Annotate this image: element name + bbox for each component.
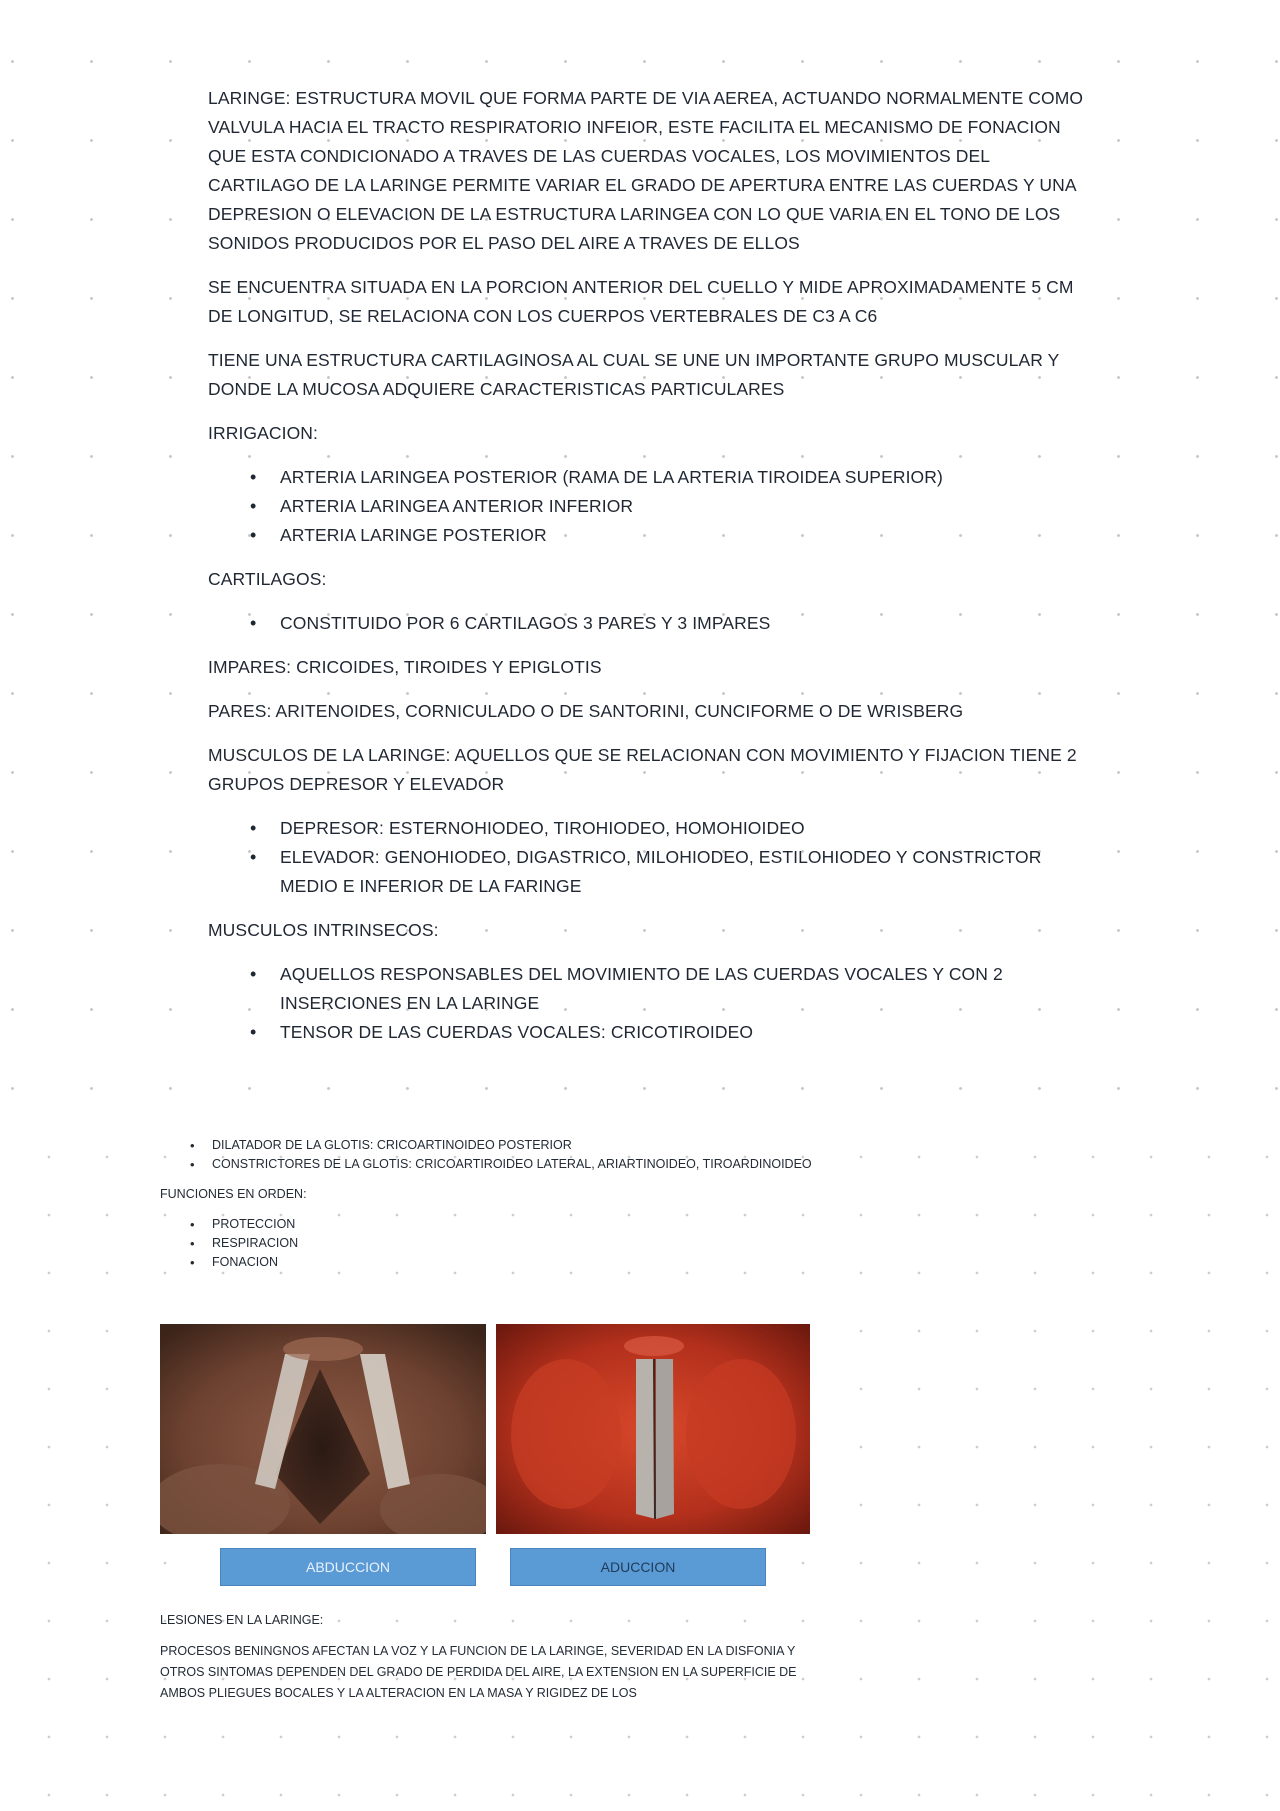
intro-paragraph: SE ENCUENTRA SITUADA EN LA PORCION ANTERIOR DEL CUELLO Y MIDE APROXIMADAMENTE 5 CM DE LONGITUD, SE RELACIONA CON LOS CUERPOS VERTEBRALES DE C3 A C6 (208, 277, 1074, 326)
irrigacion-list (208, 463, 1088, 550)
cartilagos-list (208, 609, 1088, 638)
vocal-cords-images (160, 1324, 810, 1534)
abduccion-caption: ABDUCCION (220, 1548, 476, 1586)
pares-line: PARES: ARITENOIDES, CORNICULADO O DE SANTORINI, CUNCIFORME O DE WRISBERG (208, 701, 964, 721)
list-item: • PROTECCION (212, 1215, 880, 1234)
list-item: • ELEVADOR: GENOHIODEO, DIGASTRICO, MILOHIODEO, ESTILOHIODEO Y CONSTRICTOR MEDIO E INFERIOR DE LA FARINGE (280, 843, 1088, 901)
document-page-2 (160, 1136, 880, 1282)
list-item: • DEPRESOR: ESTERNOHIODEO, TIROHIODEO, HOMOHIOIDEO (280, 814, 1088, 843)
funciones-list (160, 1215, 880, 1272)
glotis-list (160, 1136, 880, 1174)
lesiones-heading: LESIONES EN LA LARINGE: (160, 1613, 324, 1627)
intro-paragraph: TIENE UNA ESTRUCTURA CARTILAGINOSA AL CUAL SE UNE UN IMPORTANTE GRUPO MUSCULAR Y DONDE LA MUCOSA ADQUIERE CARACTERISTICAS PARTICULARES (208, 350, 1060, 399)
irrigacion-heading: IRRIGACION: (208, 423, 318, 443)
adduction-photo (496, 1324, 810, 1534)
list-item: • AQUELLOS RESPONSABLES DEL MOVIMIENTO DE LAS CUERDAS VOCALES Y CON 2 INSERCIONES EN LA LARINGE (280, 960, 1088, 1018)
intro-paragraph: LARINGE: ESTRUCTURA MOVIL QUE FORMA PARTE DE VIA AEREA, ACTUANDO NORMALMENTE COMO VALVULA HACIA EL TRACTO RESPIRATORIO INFEIOR, ESTE FACILITA EL MECANISMO DE FONACION QUE ESTA CONDICIONADO A TRAVES DE LAS CUERDAS VOCALES, LOS MOVIMIENTOS DEL CARTILAGO DE LA LARINGE PERMITE VARIAR EL GRADO DE APERTURA ENTRE LAS CUERDAS Y UNA DEPRESION O ELEVACION DE LA ESTRUCTURA LARINGEA CON LO QUE VARIA EN EL TONO DE LOS SONIDOS PRODUCIDOS POR EL PASO DEL AIRE A TRAVES DE ELLOS (208, 88, 1084, 253)
document-page-1 (208, 84, 1088, 1062)
abduction-photo (160, 1324, 486, 1534)
musculos-paragraph: MUSCULOS DE LA LARINGE: AQUELLOS QUE SE RELACIONAN CON MOVIMIENTO Y FIJACION TIENE 2 GRUPOS DEPRESOR Y ELEVADOR (208, 745, 1077, 794)
lesiones-paragraph: PROCESOS BENINGNOS AFECTAN LA VOZ Y LA FUNCION DE LA LARINGE, SEVERIDAD EN LA DISFONIA Y OTROS SINTOMAS DEPENDEN DEL GRADO DE PERDIDA DEL AIRE, LA EXTENSION EN LA SUPERFICIE DE AMBOS PLIEGUES BOCALES Y LA ALTERACION EN LA MASA Y RIGIDEZ DE LOS (160, 1644, 797, 1700)
list-item: • TENSOR DE LAS CUERDAS VOCALES: CRICOTIROIDEO (280, 1018, 1088, 1047)
list-item: • CONSTRICTORES DE LA GLOTIS: CRICOARTIROIDEO LATERAL, ARIARTINOIDEO, TIROARDINOIDEO (212, 1155, 880, 1174)
intrinsecos-list (208, 960, 1088, 1047)
list-item: • ARTERIA LARINGE POSTERIOR (280, 521, 1088, 550)
intrinsecos-heading: MUSCULOS INTRINSECOS: (208, 920, 439, 940)
musculos-list (208, 814, 1088, 901)
list-item: • ARTERIA LARINGEA ANTERIOR INFERIOR (280, 492, 1088, 521)
list-item: • DILATADOR DE LA GLOTIS: CRICOARTINOIDEO POSTERIOR (212, 1136, 880, 1155)
list-item: • RESPIRACION (212, 1234, 880, 1253)
list-item: • CONSTITUIDO POR 6 CARTILAGOS 3 PARES Y 3 IMPARES (280, 609, 1088, 638)
cartilagos-heading: CARTILAGOS: (208, 569, 327, 589)
funciones-heading: FUNCIONES EN ORDEN: (160, 1187, 307, 1201)
lesiones-section (160, 1610, 820, 1714)
list-item: • FONACION (212, 1253, 880, 1272)
impares-line: IMPARES: CRICOIDES, TIROIDES Y EPIGLOTIS (208, 657, 602, 677)
list-item: • ARTERIA LARINGEA POSTERIOR (RAMA DE LA ARTERIA TIROIDEA SUPERIOR) (280, 463, 1088, 492)
aduccion-caption: ADUCCION (510, 1548, 766, 1586)
